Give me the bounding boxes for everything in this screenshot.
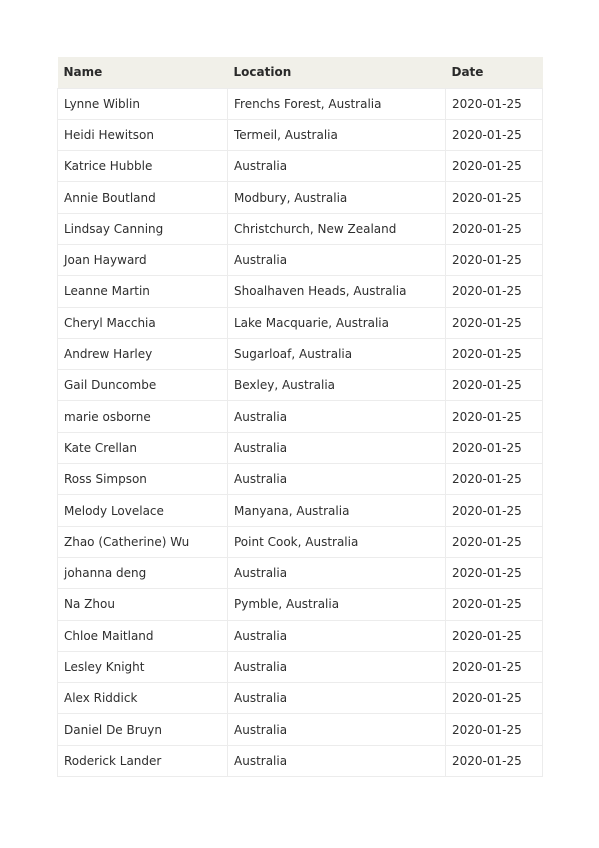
cell-date: 2020-01-25 [446, 182, 543, 213]
cell-name: Katrice Hubble [58, 151, 228, 182]
cell-name: Alex Riddick [58, 683, 228, 714]
cell-date: 2020-01-25 [446, 464, 543, 495]
cell-location: Christchurch, New Zealand [228, 213, 446, 244]
cell-location: Point Cook, Australia [228, 526, 446, 557]
table-header [58, 57, 543, 88]
cell-location: Bexley, Australia [228, 370, 446, 401]
cell-location: Australia [228, 244, 446, 275]
header-row [58, 57, 543, 88]
cell-date: 2020-01-25 [446, 370, 543, 401]
column-header-name: Name [63, 65, 103, 80]
cell-location: Sugarloaf, Australia [228, 338, 446, 369]
cell-location: Modbury, Australia [228, 182, 446, 213]
cell-name: Joan Hayward [58, 244, 228, 275]
table-row [58, 151, 543, 182]
cell-location: Frenchs Forest, Australia [228, 88, 446, 119]
cell-name: Melody Lovelace [58, 495, 228, 526]
cell-date: 2020-01-25 [446, 244, 543, 275]
cell-location: Manyana, Australia [228, 495, 446, 526]
cell-location: Australia [228, 432, 446, 463]
cell-location: Australia [228, 401, 446, 432]
cell-location: Shoalhaven Heads, Australia [228, 276, 446, 307]
table-row [58, 119, 543, 150]
cell-name: Gail Duncombe [58, 370, 228, 401]
cell-name: Ross Simpson [58, 464, 228, 495]
column-header-location: Location [233, 65, 292, 80]
table-row [58, 432, 543, 463]
cell-name: Andrew Harley [58, 338, 228, 369]
cell-name: Cheryl Macchia [58, 307, 228, 338]
cell-date: 2020-01-25 [446, 683, 543, 714]
cell-date: 2020-01-25 [446, 338, 543, 369]
cell-name: marie osborne [58, 401, 228, 432]
cell-date: 2020-01-25 [446, 745, 543, 776]
table-row [58, 401, 543, 432]
cell-location: Australia [228, 714, 446, 745]
table-row [58, 182, 543, 213]
cell-location: Australia [228, 683, 446, 714]
cell-location: Lake Macquarie, Australia [228, 307, 446, 338]
cell-name: Lesley Knight [58, 651, 228, 682]
table-row [58, 745, 543, 776]
cell-name: Heidi Hewitson [58, 119, 228, 150]
cell-date: 2020-01-25 [446, 151, 543, 182]
table-row [58, 620, 543, 651]
table-row [58, 526, 543, 557]
cell-name: Chloe Maitland [58, 620, 228, 651]
table-row [58, 213, 543, 244]
table-row [58, 307, 543, 338]
cell-date: 2020-01-25 [446, 651, 543, 682]
cell-date: 2020-01-25 [446, 432, 543, 463]
table-row [58, 370, 543, 401]
cell-date: 2020-01-25 [446, 589, 543, 620]
table-row [58, 495, 543, 526]
cell-name: johanna deng [58, 557, 228, 588]
cell-date: 2020-01-25 [446, 307, 543, 338]
cell-date: 2020-01-25 [446, 714, 543, 745]
cell-date: 2020-01-25 [446, 88, 543, 119]
cell-location: Australia [228, 151, 446, 182]
table-row [58, 714, 543, 745]
table-row [58, 589, 543, 620]
cell-date: 2020-01-25 [446, 557, 543, 588]
cell-location: Australia [228, 557, 446, 588]
cell-location: Australia [228, 464, 446, 495]
cell-name: Leanne Martin [58, 276, 228, 307]
cell-date: 2020-01-25 [446, 495, 543, 526]
cell-date: 2020-01-25 [446, 119, 543, 150]
cell-name: Roderick Lander [58, 745, 228, 776]
table-row [58, 464, 543, 495]
table-row [58, 557, 543, 588]
cell-location: Australia [228, 651, 446, 682]
cell-name: Lindsay Canning [58, 213, 228, 244]
table-row [58, 276, 543, 307]
table-row [58, 338, 543, 369]
table-row [58, 88, 543, 119]
cell-date: 2020-01-25 [446, 213, 543, 244]
cell-date: 2020-01-25 [446, 276, 543, 307]
cell-date: 2020-01-25 [446, 526, 543, 557]
cell-name: Annie Boutland [58, 182, 228, 213]
cell-name: Zhao (Catherine) Wu [58, 526, 228, 557]
table-row [58, 244, 543, 275]
cell-location: Pymble, Australia [228, 589, 446, 620]
cell-date: 2020-01-25 [446, 620, 543, 651]
cell-name: Lynne Wiblin [58, 88, 228, 119]
signatures-table [57, 57, 543, 777]
cell-location: Australia [228, 745, 446, 776]
column-header-date: Date [451, 65, 484, 80]
cell-name: Kate Crellan [58, 432, 228, 463]
cell-name: Daniel De Bruyn [58, 714, 228, 745]
cell-location: Termeil, Australia [228, 119, 446, 150]
cell-location: Australia [228, 620, 446, 651]
table-row [58, 651, 543, 682]
signatures-table-container [57, 57, 542, 777]
cell-name: Na Zhou [58, 589, 228, 620]
table-row [58, 683, 543, 714]
table-body [58, 88, 543, 777]
cell-date: 2020-01-25 [446, 401, 543, 432]
